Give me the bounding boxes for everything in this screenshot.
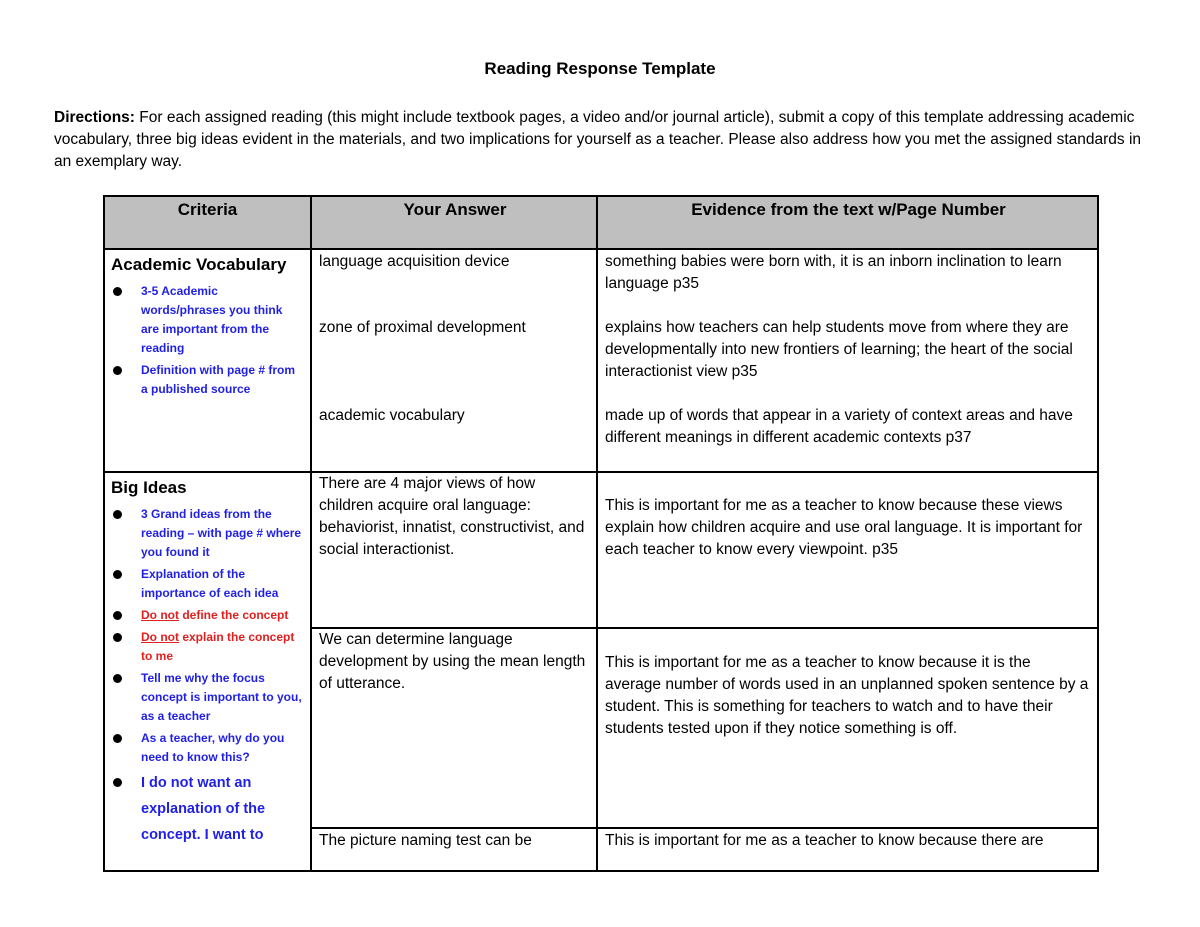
big-idea-answer-1: There are 4 major views of how children acquire oral language: behaviorist, innatist, constructivist, and social interactionist.	[319, 475, 585, 558]
list-item: Tell me why the focus concept is important to you, as a teacher	[113, 669, 305, 726]
big-idea-answer-3: The picture naming test can be	[319, 832, 532, 849]
vocab-criteria-title: Academic Vocabulary	[111, 255, 287, 274]
bullet-icon	[113, 674, 122, 683]
list-item: As a teacher, why do you need to know this?	[113, 729, 305, 767]
big-ideas-criteria-list	[113, 505, 305, 851]
row-divider	[105, 471, 1097, 473]
list-item: Do not define the concept	[113, 606, 305, 625]
directions-text: For each assigned reading (this might include textbook pages, a video and/or journal article), submit a copy of this template addressing academic vocabulary, three big ideas evident in the materials, and two implications for yourself as a teacher. Please also address how you met the assigned standards in an exemplary way.	[54, 109, 1142, 170]
vocab-answer-1: language acquisition device	[319, 253, 510, 270]
bullet-icon	[113, 287, 122, 296]
list-item: Explanation of the importance of each idea	[113, 565, 305, 603]
row-divider	[105, 248, 1097, 250]
bullet-icon	[113, 366, 122, 375]
bullet-icon	[113, 570, 122, 579]
list-item: I do not want an explanation of the concept. I want to	[113, 770, 305, 848]
big-idea-evidence-2: This is important for me as a teacher to know because it is the average number of words used in an unplanned spoken sentence by a student. This is something for teachers to watch and to have their students tested upon if they notice something is off.	[605, 654, 1089, 737]
vocab-answer-2: zone of proximal development	[319, 319, 526, 336]
column-divider	[310, 197, 312, 870]
directions-paragraph	[54, 107, 1149, 173]
big-idea-answer-2: We can determine language development by using the mean length of utterance.	[319, 631, 586, 692]
bullet-icon	[113, 611, 122, 620]
header-evidence: Evidence from the text w/Page Number	[691, 200, 1006, 219]
big-idea-evidence-1: This is important for me as a teacher to know because these views explain how children acquire and use oral language. It is important for each teacher to know every viewpoint. p35	[605, 497, 1083, 558]
header-criteria: Criteria	[177, 200, 238, 219]
directions-label: Directions:	[54, 109, 135, 126]
vocab-answer-3: academic vocabulary	[319, 407, 465, 424]
bullet-icon	[113, 734, 122, 743]
header-your-answer: Your Answer	[403, 200, 507, 219]
bullet-icon	[113, 510, 122, 519]
document-title: Reading Response Template	[484, 59, 716, 78]
bullet-icon	[113, 778, 122, 787]
big-ideas-criteria-title: Big Ideas	[111, 478, 187, 497]
vocab-evidence-2: explains how teachers can help students move from where they are developmentally into new frontiers of learning; the heart of the social interactionist view p35	[605, 319, 1073, 380]
vocab-criteria-list	[113, 282, 303, 402]
list-item: Do not explain the concept to me	[113, 628, 305, 666]
big-idea-evidence-3: This is important for me as a teacher to know because there are	[605, 832, 1044, 849]
column-divider	[596, 197, 598, 870]
list-item: 3 Grand ideas from the reading – with page # where you found it	[113, 505, 305, 562]
list-item: Definition with page # from a published source	[113, 361, 303, 399]
vocab-evidence-1: something babies were born with, it is an inborn inclination to learn language p35	[605, 253, 1062, 292]
response-table	[103, 195, 1099, 872]
bullet-icon	[113, 633, 122, 642]
list-item: 3-5 Academic words/phrases you think are important from the reading	[113, 282, 303, 358]
row-divider	[310, 827, 1097, 829]
vocab-evidence-3: made up of words that appear in a variety of context areas and have different meanings in different academic contexts p37	[605, 407, 1073, 446]
